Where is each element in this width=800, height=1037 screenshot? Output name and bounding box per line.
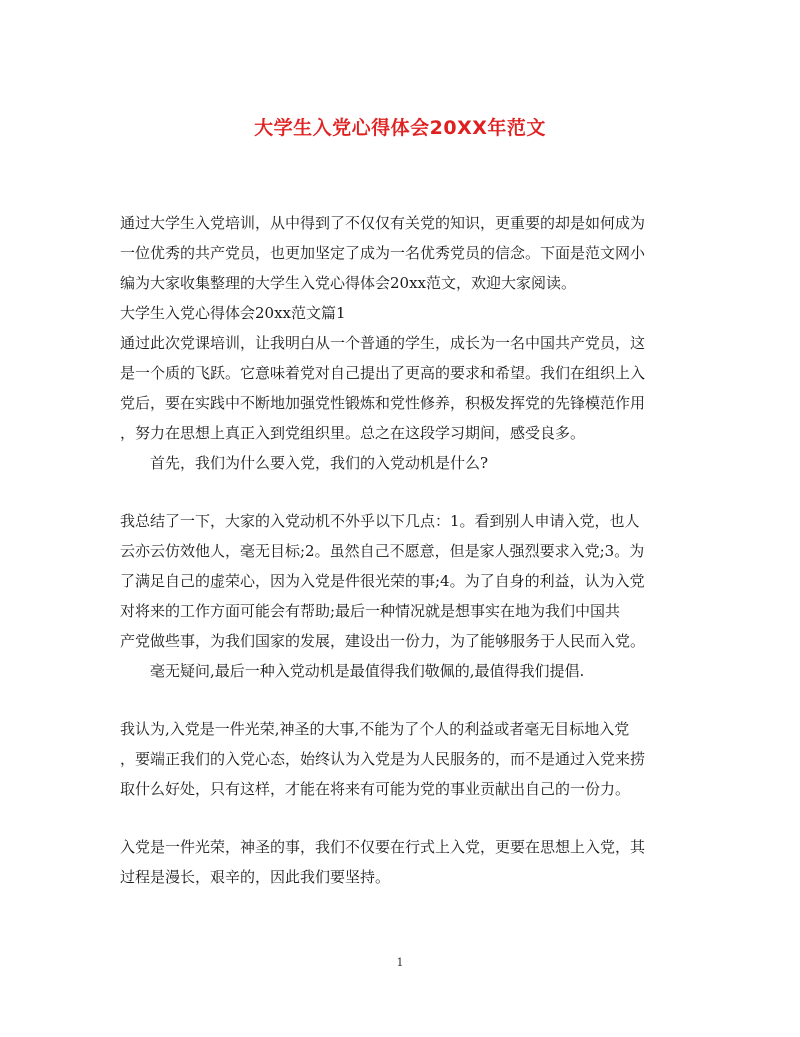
text-line: 是一个质的飞跃。它意味着党对自己提出了更高的要求和希望。我们在组织上入 xyxy=(120,364,646,382)
text-line: 一位优秀的共产党员，也更加坚定了成为一名优秀党员的信念。下面是范文网小 xyxy=(120,244,646,262)
page-number: 1 xyxy=(396,956,404,969)
statement-line: 毫无疑问,最后一种入党动机是最值得我们敬佩的,最值得我们提倡. xyxy=(150,662,585,680)
text-line: 编为大家收集整理的大学生入党心得体会20xx范文，欢迎大家阅读。 xyxy=(120,274,577,292)
paragraph-4 xyxy=(120,832,680,892)
paragraph-1 xyxy=(120,328,680,448)
text-line: ，努力在思想上真正入到党组织里。总之在这段学习期间，感受良多。 xyxy=(120,424,586,442)
text-line: 过程是漫长，艰辛的，因此我们要坚持。 xyxy=(120,868,391,886)
paragraph-2 xyxy=(120,506,680,656)
document-body xyxy=(120,208,680,892)
text-line: 通过大学生入党培训，从中得到了不仅仅有关党的知识，更重要的却是如何成为 xyxy=(120,214,646,232)
text-line: 入党是一件光荣，神圣的事，我们不仅要在行式上入党，更要在思想上入党，其 xyxy=(120,838,646,856)
intro-paragraph xyxy=(120,208,680,298)
text-line: 我认为,入党是一件光荣,神圣的大事,不能为了个人的利益或者毫无目标地入党 xyxy=(120,720,630,738)
text-line: 我总结了一下，大家的入党动机不外乎以下几点：1。看到别人申请入党，也人 xyxy=(120,512,640,530)
text-line: 云亦云仿效他人，毫无目标;2。虽然自己不愿意，但是家人强烈要求入党;3。为 xyxy=(120,542,645,560)
text-line: 通过此次党课培训，让我明白从一个普通的学生，成长为一名中国共产党员，这 xyxy=(120,334,646,352)
document-title: 大学生入党心得体会20XX年范文 xyxy=(254,117,546,139)
text-line: 产党做些事，为我们国家的发展，建设出一份力，为了能够服务于人民而入党。 xyxy=(120,632,646,650)
text-line: 取什么好处，只有这样，才能在将来有可能为党的事业贡献出自己的一份力。 xyxy=(120,780,631,798)
text-line: 党后，要在实践中不断地加强党性锻炼和党性修养，积极发挥党的先锋模范作用 xyxy=(120,394,646,412)
text-line: 了满足自己的虚荣心，因为入党是件很光荣的事;4。为了自身的利益，认为入党 xyxy=(120,572,645,590)
paragraph-3 xyxy=(120,714,680,804)
paragraph-gap xyxy=(120,804,680,832)
text-line: 对将来的工作方面可能会有帮助;最后一种情况就是想事实在地为我们中国共 xyxy=(120,602,621,620)
text-line: ，要端正我们的入党心态，始终认为入党是为人民服务的，而不是通过入党来捞 xyxy=(120,750,646,768)
question-line: 首先，我们为什么要入党，我们的入党动机是什么? xyxy=(150,454,489,472)
paragraph-gap xyxy=(120,686,680,714)
section-heading: 大学生入党心得体会20xx范文篇1 xyxy=(120,304,346,322)
paragraph-gap xyxy=(120,478,680,506)
